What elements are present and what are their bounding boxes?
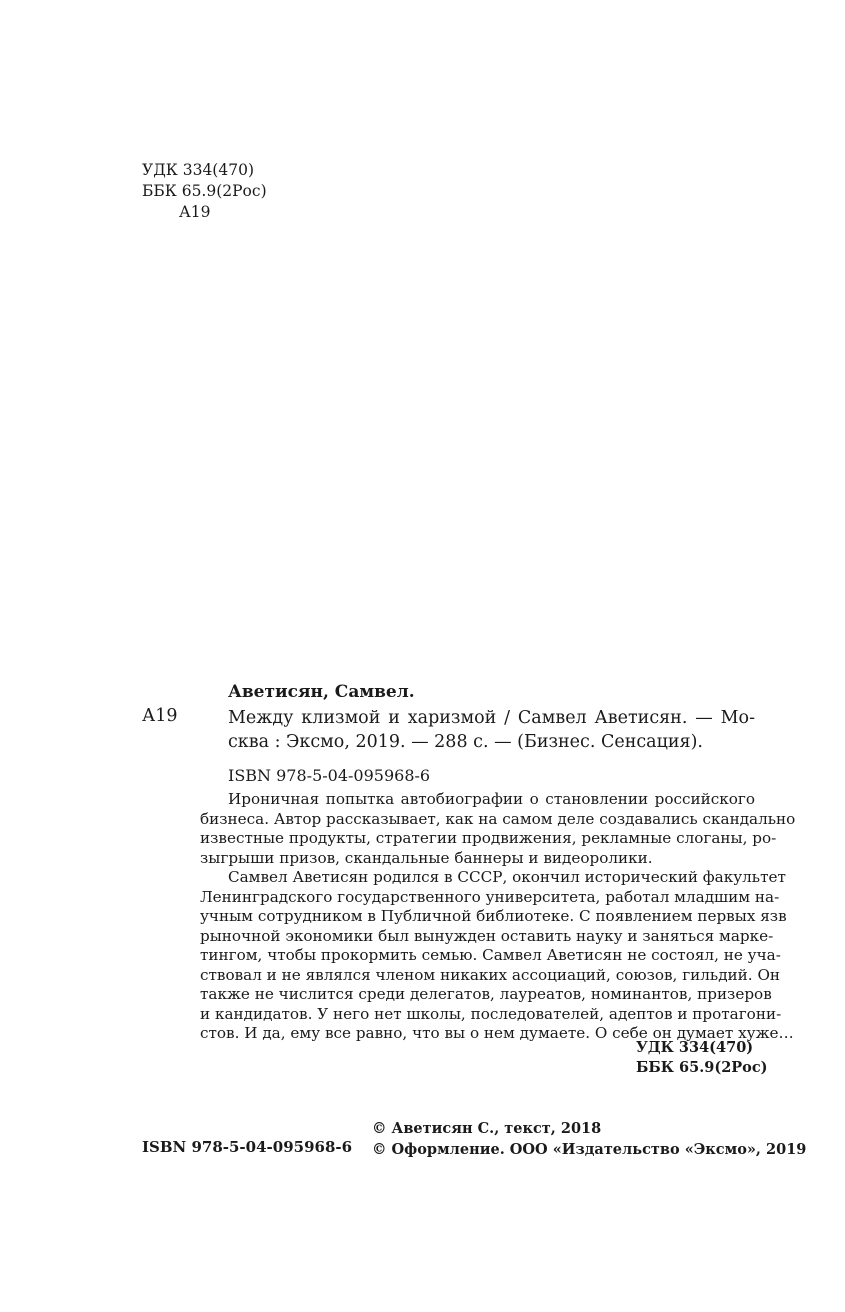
classification-codes-bold: [636, 1038, 768, 1078]
copyright-design: © Оформление. ООО «Издательство «Эксмо», 2019: [372, 1141, 807, 1158]
annotation-line: Ироничная попытка автобиографии о становлении российского: [228, 790, 755, 808]
annotation-line: известные продукты, стратегии продвижения, рекламные слоганы, ро-: [200, 829, 777, 847]
annotation-line: ствовал и не являлся членом никаких ассоциаций, союзов, гильдий. Он: [200, 965, 781, 984]
annotation-line: также не числится среди делегатов, лауреатов, номинантов, призеров: [200, 985, 772, 1003]
udk-code: УДК 334(470): [636, 1039, 754, 1056]
bbk-code: ББК 65.9(2Рос): [142, 182, 267, 200]
annotation: [200, 790, 796, 1044]
top-classification-codes: [142, 160, 267, 223]
copyright-text: © Аветисян С., текст, 2018: [372, 1120, 602, 1137]
entry-author-mark: А19: [142, 706, 178, 726]
author-name: Аветисян, Самвел.: [228, 682, 415, 702]
bibliographic-title: [228, 706, 755, 754]
isbn-bottom: ISBN 978-5-04-095968-6: [142, 1138, 353, 1156]
annotation-line: стов. И да, ему все равно, что вы о нем думаете. О себе он думает хуже…: [200, 1024, 794, 1042]
udk-code: УДК 334(470): [142, 161, 254, 179]
title-line: Между клизмой и харизмой / Самвел Аветисян. — Мо-: [228, 708, 755, 728]
annotation-line: тингом, чтобы прокормить семью. Самвел Аветисян не состоял, не уча-: [200, 946, 781, 964]
bbk-code: ББК 65.9(2Рос): [636, 1059, 768, 1076]
annotation-line: бизнеса. Автор рассказывает, как на самом деле создавались скандально: [200, 809, 796, 828]
copyright-block: [372, 1118, 806, 1160]
annotation-line: зыгрыши призов, скандальные баннеры и видеоролики.: [200, 848, 653, 867]
title-line: сква : Эксмо, 2019. — 288 с. — (Бизнес. Сенсация).: [228, 732, 703, 752]
annotation-line: Ленинградского государственного университета, работал младшим на-: [200, 887, 780, 906]
author-mark: А19: [179, 203, 211, 221]
annotation-line: учным сотрудником в Публичной библиотеке. С появлением первых язв: [200, 907, 787, 925]
entry-isbn: ISBN 978-5-04-095968-6: [228, 766, 431, 785]
annotation-line: рыночной экономики был вынужден оставить науку и заняться марке-: [200, 926, 774, 945]
annotation-line: и кандидатов. У него нет школы, последователей, адептов и протагони-: [200, 1004, 782, 1023]
annotation-line: Самвел Аветисян родился в СССР, окончил исторический факультет: [228, 868, 786, 886]
